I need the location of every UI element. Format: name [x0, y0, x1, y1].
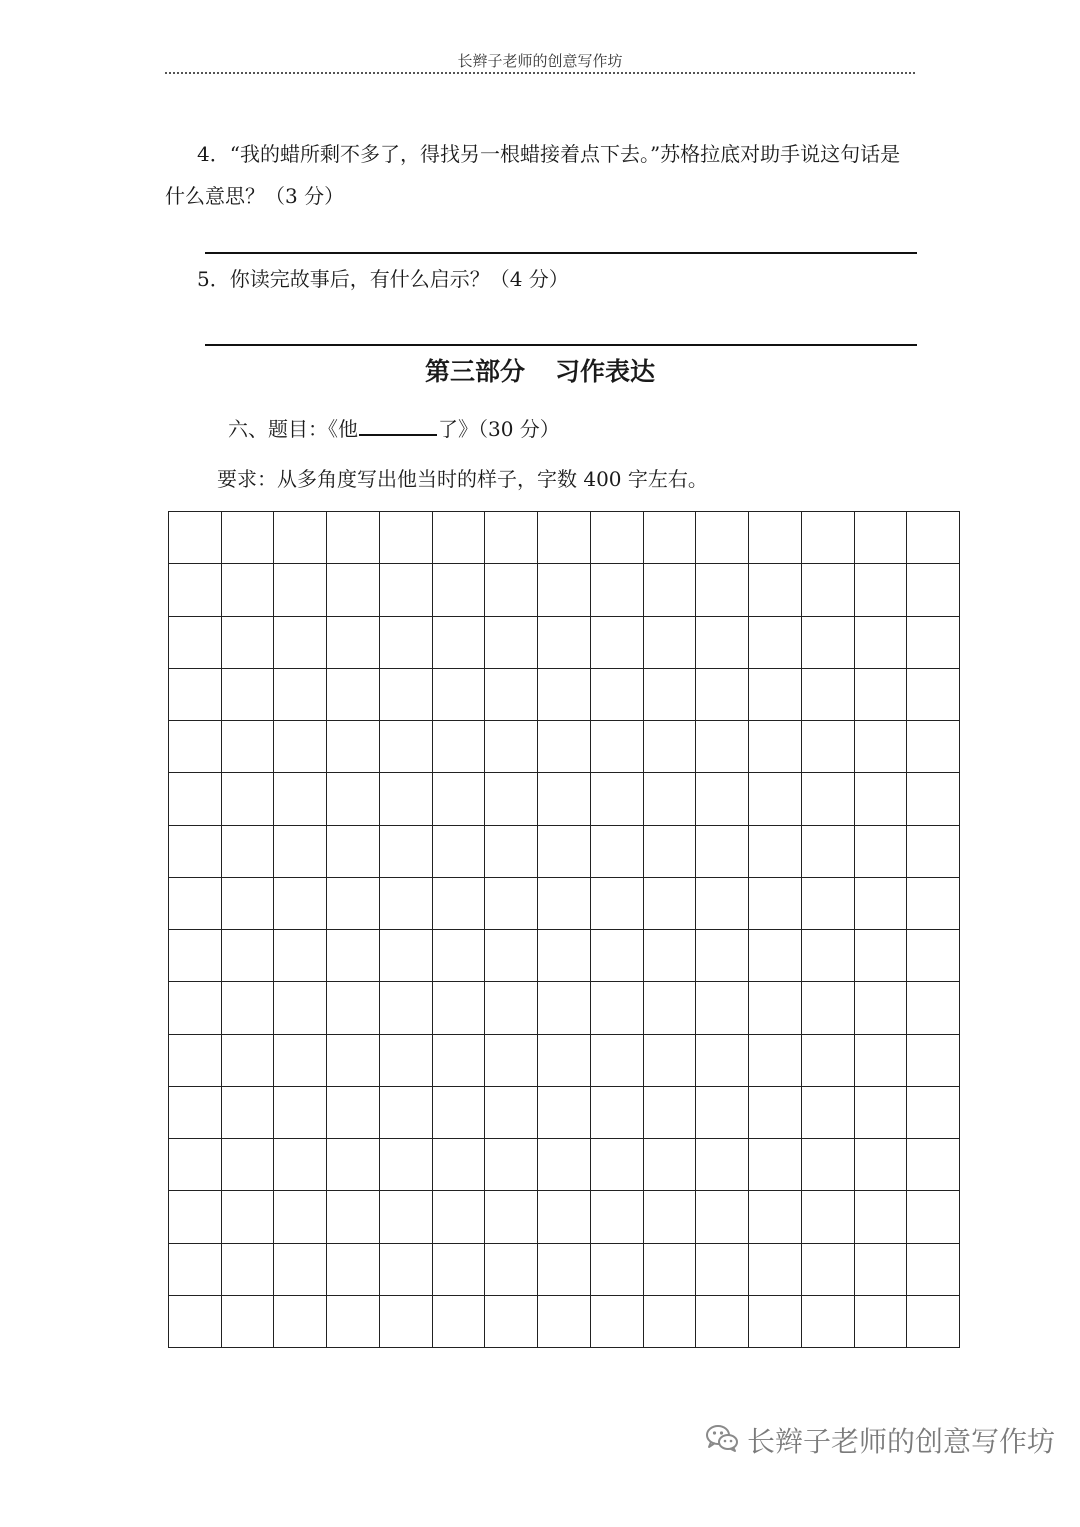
- writing-grid: [168, 511, 960, 1348]
- grid-cell: [855, 617, 908, 669]
- grid-cell: [591, 564, 644, 616]
- grid-cell: [485, 512, 538, 564]
- grid-cell: [591, 617, 644, 669]
- grid-cell: [274, 930, 327, 982]
- grid-cell: [274, 1139, 327, 1191]
- grid-cell: [222, 930, 275, 982]
- grid-cell: [274, 878, 327, 930]
- grid-cell: [485, 930, 538, 982]
- grid-cell: [169, 1244, 222, 1296]
- grid-cell: [274, 1087, 327, 1139]
- grid-cell: [696, 1191, 749, 1243]
- grid-cell: [538, 878, 591, 930]
- grid-cell: [696, 669, 749, 721]
- grid-cell: [274, 826, 327, 878]
- grid-cell: [538, 1139, 591, 1191]
- grid-cell: [644, 1244, 697, 1296]
- grid-cell: [538, 512, 591, 564]
- grid-cell: [907, 669, 960, 721]
- grid-cell: [485, 826, 538, 878]
- grid-cell: [907, 512, 960, 564]
- grid-cell: [644, 773, 697, 825]
- grid-cell: [327, 512, 380, 564]
- grid-cell: [907, 1296, 960, 1348]
- grid-cell: [327, 669, 380, 721]
- grid-cell: [327, 773, 380, 825]
- grid-cell: [802, 512, 855, 564]
- grid-cell: [749, 1191, 802, 1243]
- grid-cell: [222, 669, 275, 721]
- grid-cell: [274, 564, 327, 616]
- grid-cell: [802, 1035, 855, 1087]
- grid-cell: [485, 617, 538, 669]
- grid-cell: [591, 1244, 644, 1296]
- grid-cell: [802, 669, 855, 721]
- grid-cell: [274, 1296, 327, 1348]
- grid-cell: [222, 564, 275, 616]
- grid-cell: [327, 826, 380, 878]
- grid-cell: [380, 930, 433, 982]
- grid-cell: [855, 1035, 908, 1087]
- answer-line-5: [205, 344, 917, 346]
- grid-cell: [433, 721, 486, 773]
- grid-cell: [485, 1035, 538, 1087]
- grid-cell: [855, 1087, 908, 1139]
- grid-cell: [749, 669, 802, 721]
- grid-cell: [169, 512, 222, 564]
- grid-cell: [802, 1296, 855, 1348]
- grid-cell: [644, 1139, 697, 1191]
- grid-cell: [855, 878, 908, 930]
- grid-cell: [644, 878, 697, 930]
- grid-cell: [907, 1191, 960, 1243]
- grid-cell: [644, 1296, 697, 1348]
- section-title: [165, 352, 915, 392]
- grid-cell: [485, 878, 538, 930]
- grid-cell: [327, 878, 380, 930]
- grid-cell: [169, 669, 222, 721]
- grid-cell: [538, 930, 591, 982]
- grid-cell: [380, 669, 433, 721]
- grid-cell: [274, 982, 327, 1034]
- grid-cell: [380, 617, 433, 669]
- grid-cell: [222, 1191, 275, 1243]
- grid-cell: [802, 1087, 855, 1139]
- header-divider: [165, 72, 915, 74]
- grid-cell: [538, 1296, 591, 1348]
- grid-cell: [222, 512, 275, 564]
- grid-cell: [433, 1139, 486, 1191]
- grid-cell: [433, 669, 486, 721]
- grid-cell: [433, 1087, 486, 1139]
- grid-cell: [644, 721, 697, 773]
- grid-cell: [907, 878, 960, 930]
- grid-cell: [222, 1139, 275, 1191]
- grid-cell: [327, 1244, 380, 1296]
- grid-cell: [591, 982, 644, 1034]
- grid-cell: [222, 1244, 275, 1296]
- grid-cell: [222, 982, 275, 1034]
- composition-prompt: [228, 409, 560, 449]
- grid-cell: [907, 982, 960, 1034]
- grid-cell: [433, 1035, 486, 1087]
- grid-cell: [644, 1035, 697, 1087]
- grid-cell: [485, 982, 538, 1034]
- grid-cell: [274, 1035, 327, 1087]
- grid-cell: [380, 1035, 433, 1087]
- grid-cell: [802, 1244, 855, 1296]
- grid-cell: [485, 1244, 538, 1296]
- grid-cell: [485, 1087, 538, 1139]
- grid-cell: [802, 721, 855, 773]
- grid-cell: [855, 512, 908, 564]
- grid-cell: [274, 773, 327, 825]
- grid-cell: [274, 512, 327, 564]
- grid-cell: [907, 826, 960, 878]
- grid-cell: [696, 512, 749, 564]
- grid-cell: [749, 930, 802, 982]
- grid-cell: [855, 982, 908, 1034]
- grid-cell: [802, 930, 855, 982]
- grid-cell: [644, 930, 697, 982]
- grid-cell: [485, 1139, 538, 1191]
- grid-cell: [749, 878, 802, 930]
- grid-cell: [591, 721, 644, 773]
- watermark-text: 长辫子老师的创意写作坊: [747, 1425, 1056, 1458]
- grid-cell: [327, 721, 380, 773]
- grid-cell: [907, 617, 960, 669]
- grid-cell: [591, 1191, 644, 1243]
- grid-cell: [538, 669, 591, 721]
- grid-cell: [802, 773, 855, 825]
- grid-cell: [485, 1296, 538, 1348]
- grid-cell: [169, 826, 222, 878]
- grid-cell: [169, 617, 222, 669]
- grid-cell: [380, 512, 433, 564]
- grid-cell: [380, 1296, 433, 1348]
- wechat-icon: [705, 1423, 739, 1457]
- grid-cell: [169, 721, 222, 773]
- grid-cell: [696, 982, 749, 1034]
- grid-cell: [169, 1191, 222, 1243]
- grid-cell: [644, 669, 697, 721]
- grid-cell: [222, 773, 275, 825]
- grid-cell: [907, 721, 960, 773]
- grid-cell: [802, 826, 855, 878]
- grid-cell: [696, 773, 749, 825]
- grid-cell: [433, 1296, 486, 1348]
- grid-cell: [169, 982, 222, 1034]
- page-header-title: 长辫子老师的创意写作坊: [457, 52, 623, 70]
- grid-cell: [380, 1244, 433, 1296]
- grid-cell: [696, 617, 749, 669]
- grid-cell: [591, 669, 644, 721]
- grid-cell: [591, 512, 644, 564]
- grid-cell: [169, 1087, 222, 1139]
- grid-cell: [696, 1296, 749, 1348]
- grid-cell: [169, 773, 222, 825]
- grid-cell: [538, 617, 591, 669]
- grid-cell: [538, 1244, 591, 1296]
- grid-cell: [485, 564, 538, 616]
- grid-cell: [591, 1035, 644, 1087]
- grid-cell: [538, 1191, 591, 1243]
- grid-cell: [907, 1244, 960, 1296]
- composition-requirement: 要求：从多角度写出他当时的样子，字数 400 字左右。: [217, 467, 708, 491]
- grid-cell: [433, 773, 486, 825]
- grid-cell: [802, 982, 855, 1034]
- grid-cell: [380, 564, 433, 616]
- grid-cell: [433, 930, 486, 982]
- grid-cell: [749, 617, 802, 669]
- grid-cell: [274, 1244, 327, 1296]
- grid-cell: [855, 773, 908, 825]
- grid-cell: [907, 1087, 960, 1139]
- grid-cell: [591, 930, 644, 982]
- grid-cell: [644, 1191, 697, 1243]
- grid-cell: [696, 1087, 749, 1139]
- grid-cell: [433, 982, 486, 1034]
- grid-cell: [696, 1035, 749, 1087]
- grid-cell: [644, 1087, 697, 1139]
- grid-cell: [327, 617, 380, 669]
- section-name: 习作表达: [555, 357, 656, 386]
- grid-cell: [538, 773, 591, 825]
- grid-cell: [169, 1035, 222, 1087]
- grid-cell: [591, 773, 644, 825]
- grid-cell: [749, 1244, 802, 1296]
- grid-cell: [274, 617, 327, 669]
- grid-cell: [749, 512, 802, 564]
- question-5: 5．你读完故事后，有什么启示？（4 分）: [197, 267, 569, 291]
- grid-cell: [749, 721, 802, 773]
- grid-cell: [327, 1296, 380, 1348]
- grid-cell: [327, 1191, 380, 1243]
- grid-cell: [433, 1191, 486, 1243]
- grid-cell: [696, 721, 749, 773]
- watermark: [705, 1420, 1055, 1460]
- grid-cell: [749, 982, 802, 1034]
- grid-cell: [327, 930, 380, 982]
- grid-cell: [485, 721, 538, 773]
- grid-cell: [749, 1087, 802, 1139]
- grid-cell: [169, 878, 222, 930]
- grid-cell: [380, 1191, 433, 1243]
- grid-cell: [327, 1035, 380, 1087]
- grid-cell: [644, 617, 697, 669]
- grid-cell: [222, 721, 275, 773]
- grid-cell: [591, 878, 644, 930]
- grid-cell: [802, 1191, 855, 1243]
- grid-cell: [749, 773, 802, 825]
- grid-cell: [380, 1139, 433, 1191]
- grid-cell: [644, 826, 697, 878]
- grid-cell: [222, 1035, 275, 1087]
- grid-cell: [591, 826, 644, 878]
- answer-line-4: [205, 252, 917, 254]
- grid-cell: [222, 826, 275, 878]
- section-part: 第三部分: [424, 357, 525, 386]
- grid-cell: [538, 826, 591, 878]
- grid-cell: [855, 669, 908, 721]
- grid-cell: [380, 826, 433, 878]
- grid-cell: [855, 1191, 908, 1243]
- grid-cell: [380, 878, 433, 930]
- grid-cell: [644, 564, 697, 616]
- grid-cell: [485, 773, 538, 825]
- grid-cell: [749, 1035, 802, 1087]
- grid-cell: [591, 1139, 644, 1191]
- grid-cell: [907, 564, 960, 616]
- grid-cell: [696, 1139, 749, 1191]
- grid-cell: [169, 564, 222, 616]
- grid-cell: [696, 826, 749, 878]
- grid-cell: [855, 930, 908, 982]
- grid-cell: [855, 1296, 908, 1348]
- grid-cell: [169, 1296, 222, 1348]
- grid-cell: [222, 1087, 275, 1139]
- grid-cell: [274, 721, 327, 773]
- grid-cell: [222, 1296, 275, 1348]
- grid-cell: [855, 1244, 908, 1296]
- grid-cell: [274, 1191, 327, 1243]
- grid-cell: [802, 878, 855, 930]
- prompt-after: 了》（30 分）: [438, 417, 560, 441]
- grid-cell: [907, 773, 960, 825]
- grid-cell: [538, 1035, 591, 1087]
- grid-cell: [222, 617, 275, 669]
- grid-cell: [433, 564, 486, 616]
- grid-cell: [749, 826, 802, 878]
- grid-cell: [169, 930, 222, 982]
- grid-cell: [644, 982, 697, 1034]
- grid-cell: [802, 1139, 855, 1191]
- grid-cell: [222, 878, 275, 930]
- grid-cell: [855, 564, 908, 616]
- grid-cell: [327, 564, 380, 616]
- grid-cell: [591, 1296, 644, 1348]
- grid-cell: [380, 1087, 433, 1139]
- grid-cell: [485, 1191, 538, 1243]
- question-4: 4．“我的蜡所剩不多了，得找另一根蜡接着点下去。”苏格拉底对助手说这句话是什么意思？（3 分）: [165, 142, 901, 208]
- grid-cell: [433, 826, 486, 878]
- grid-cell: [538, 1087, 591, 1139]
- grid-cell: [538, 982, 591, 1034]
- grid-cell: [644, 512, 697, 564]
- grid-cell: [327, 1087, 380, 1139]
- grid-cell: [327, 1139, 380, 1191]
- prompt-before: 六、题目：《他: [228, 417, 358, 441]
- grid-cell: [696, 1244, 749, 1296]
- grid-cell: [749, 1296, 802, 1348]
- grid-cell: [802, 617, 855, 669]
- grid-cell: [907, 930, 960, 982]
- grid-cell: [802, 564, 855, 616]
- grid-cell: [538, 721, 591, 773]
- grid-cell: [907, 1139, 960, 1191]
- grid-cell: [749, 1139, 802, 1191]
- grid-cell: [855, 1139, 908, 1191]
- grid-cell: [538, 564, 591, 616]
- grid-cell: [855, 826, 908, 878]
- grid-cell: [485, 669, 538, 721]
- grid-cell: [327, 982, 380, 1034]
- grid-cell: [696, 930, 749, 982]
- grid-cell: [169, 1139, 222, 1191]
- grid-cell: [433, 617, 486, 669]
- title-blank: [359, 416, 437, 436]
- grid-cell: [696, 564, 749, 616]
- grid-cell: [433, 512, 486, 564]
- grid-cell: [274, 669, 327, 721]
- grid-cell: [855, 721, 908, 773]
- grid-cell: [433, 1244, 486, 1296]
- grid-cell: [380, 982, 433, 1034]
- grid-cell: [696, 878, 749, 930]
- grid-cell: [907, 1035, 960, 1087]
- grid-cell: [591, 1087, 644, 1139]
- grid-cell: [380, 721, 433, 773]
- grid-cell: [380, 773, 433, 825]
- grid-cell: [749, 564, 802, 616]
- grid-cell: [433, 878, 486, 930]
